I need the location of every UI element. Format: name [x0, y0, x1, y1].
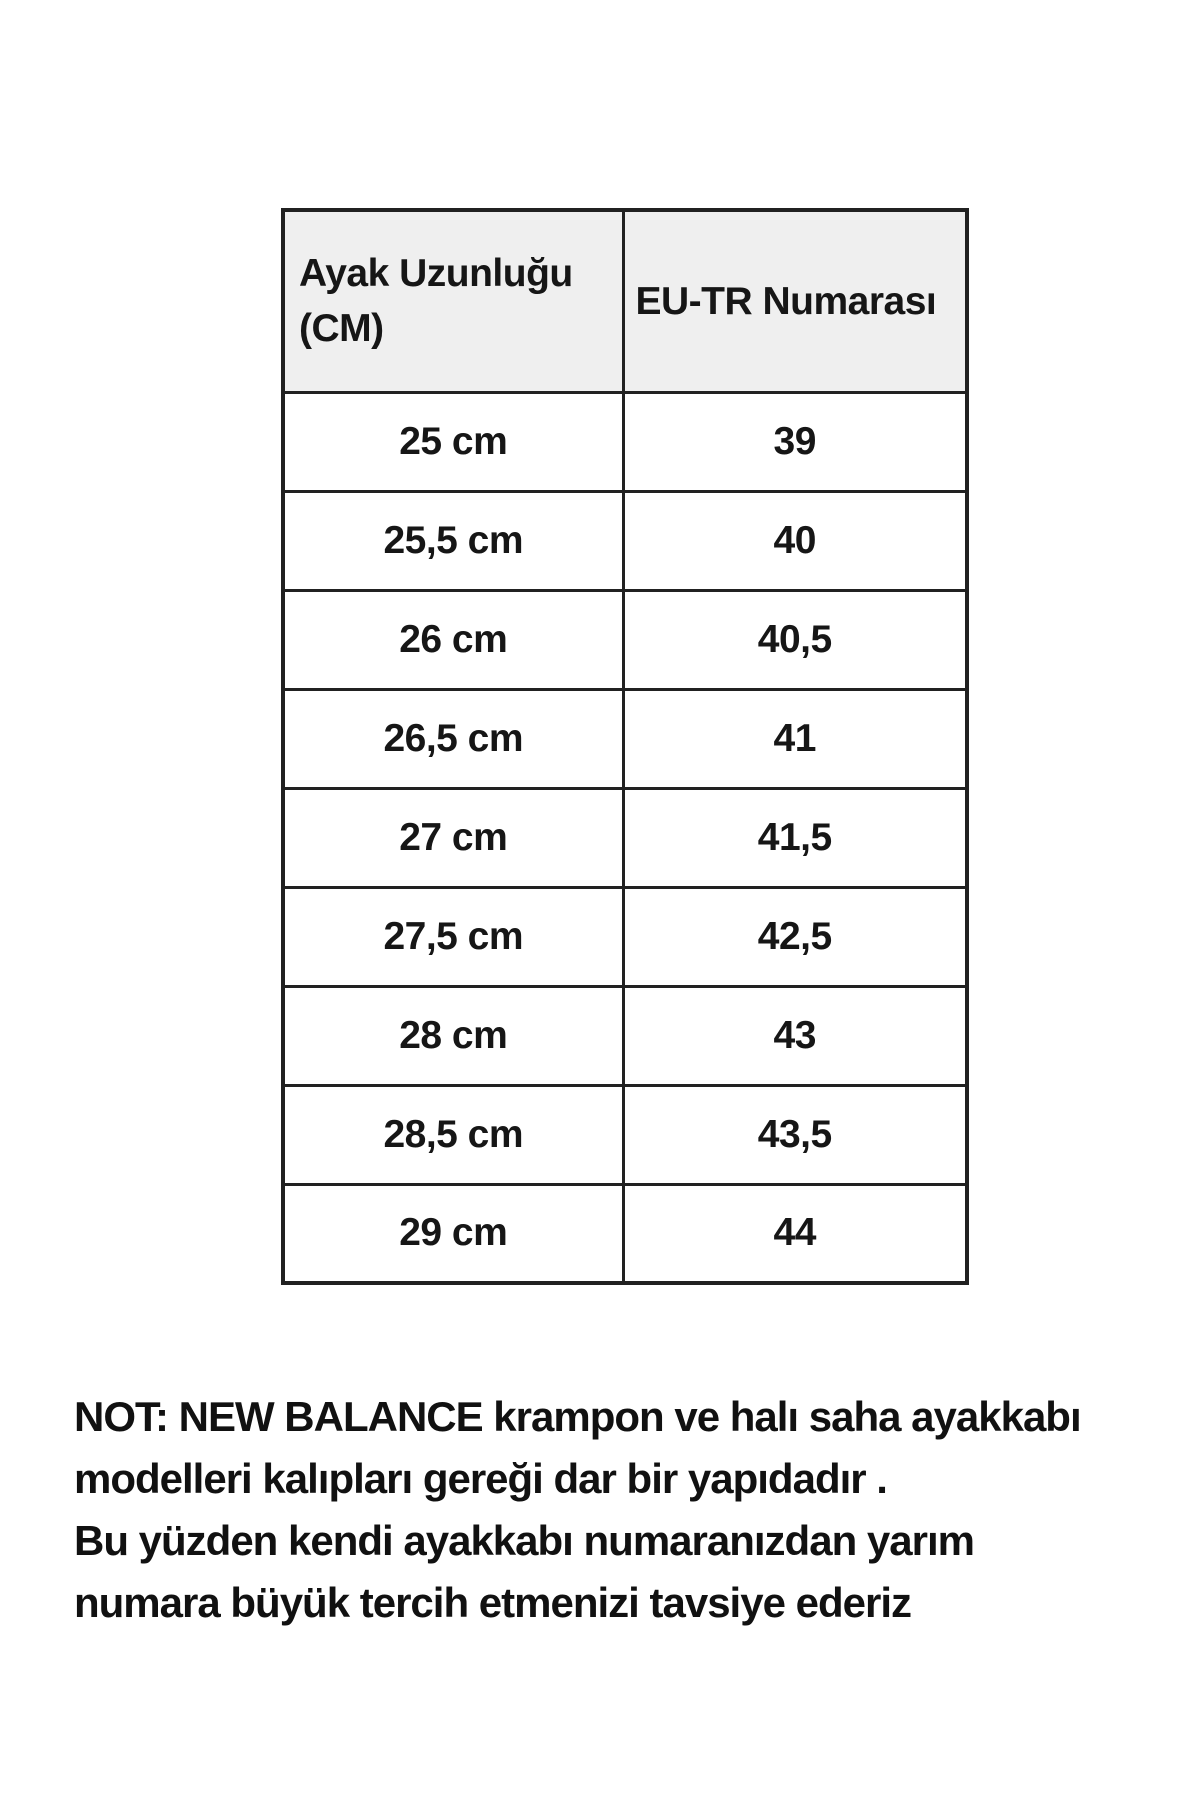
size-conversion-table: [281, 208, 969, 1285]
cell-eu-size: 44: [623, 1184, 967, 1283]
table-row: [283, 986, 967, 1085]
table-row: [283, 689, 967, 788]
cell-eu-size: 40: [623, 491, 967, 590]
cell-foot-length: 26,5 cm: [283, 689, 623, 788]
cell-eu-size: 42,5: [623, 887, 967, 986]
table-row: [283, 788, 967, 887]
header-foot-length: Ayak Uzunluğu (CM): [283, 210, 623, 392]
cell-foot-length: 28 cm: [283, 986, 623, 1085]
table-row: [283, 1085, 967, 1184]
note-line: numara büyük tercih etmenizi tavsiye ederiz: [74, 1579, 911, 1626]
header-eu-tr-size: EU-TR Numarası: [623, 210, 967, 392]
table-header-row: [283, 210, 967, 392]
table-row: [283, 590, 967, 689]
cell-foot-length: 27,5 cm: [283, 887, 623, 986]
cell-eu-size: 40,5: [623, 590, 967, 689]
cell-eu-size: 43: [623, 986, 967, 1085]
cell-foot-length: 29 cm: [283, 1184, 623, 1283]
table-row: [283, 887, 967, 986]
cell-eu-size: 41: [623, 689, 967, 788]
table-row: [283, 491, 967, 590]
size-table-body: [283, 392, 967, 1283]
note: [74, 1386, 1164, 1634]
cell-eu-size: 43,5: [623, 1085, 967, 1184]
note-line: NOT: NEW BALANCE krampon ve halı saha ayakkabı: [74, 1393, 1081, 1440]
cell-foot-length: 26 cm: [283, 590, 623, 689]
cell-eu-size: 41,5: [623, 788, 967, 887]
cell-eu-size: 39: [623, 392, 967, 491]
table-row: [283, 1184, 967, 1283]
cell-foot-length: 28,5 cm: [283, 1085, 623, 1184]
cell-foot-length: 27 cm: [283, 788, 623, 887]
cell-foot-length: 25 cm: [283, 392, 623, 491]
note-line: modelleri kalıpları gereği dar bir yapıdadır .: [74, 1455, 887, 1502]
table-row: [283, 392, 967, 491]
note-line: Bu yüzden kendi ayakkabı numaranızdan yarım: [74, 1517, 974, 1564]
cell-foot-length: 25,5 cm: [283, 491, 623, 590]
